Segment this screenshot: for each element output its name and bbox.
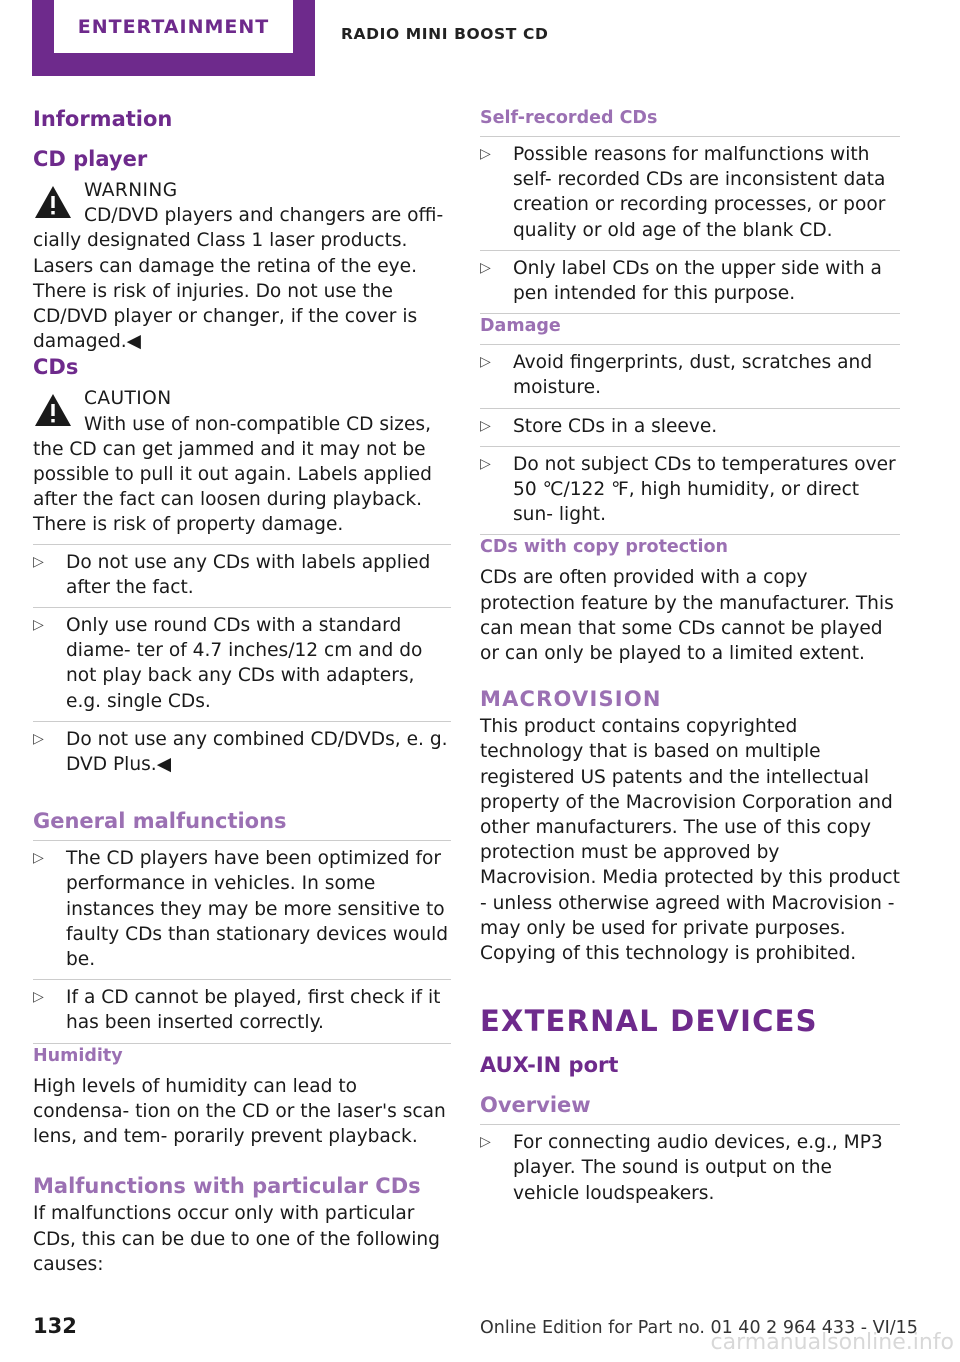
damage-heading: Damage bbox=[480, 316, 561, 337]
list-item bbox=[480, 409, 900, 447]
caution-bullet-list bbox=[33, 544, 451, 785]
list-item-text: Only use round CDs with a standard diame- ter of 4.7 inches/12 cm and do not play back any CDs with adapters, e.g. single CDs. bbox=[66, 615, 423, 712]
list-item bbox=[480, 1125, 900, 1213]
list-item bbox=[33, 980, 451, 1043]
copy-protection-heading: CDs with copy protection bbox=[480, 537, 729, 558]
list-item-text: The CD players have been optimized for performance in vehicles. In some instances they may be more sensitive to faulty CDs than stationary devices would be. bbox=[66, 848, 449, 971]
particular-cds-text: If malfunctions occur only with particular CDs, this can be due to one of the following causes: bbox=[33, 1203, 440, 1275]
list-item-text: Do not subject CDs to temperatures over 50 ℃/122 ℉, high humidity, or direct sun- light. bbox=[513, 453, 896, 526]
particular-cds-heading: Malfunctions with particular CDs bbox=[33, 1174, 421, 1199]
section-label: RADIO MINI BOOST CD bbox=[341, 25, 549, 43]
list-item-text: Possible reasons for malfunctions with self- recorded CDs are inconsistent data creation or recording processes, or poor quality or old age of the blank CD. bbox=[513, 144, 886, 241]
caution-label: CAUTION bbox=[84, 388, 172, 410]
list-item bbox=[480, 251, 900, 314]
list-item-text: Avoid fingerprints, dust, scratches and moisture. bbox=[513, 352, 873, 399]
bullet-triangle-icon: ▷ bbox=[480, 1134, 491, 1151]
general-bullet-list bbox=[33, 840, 451, 1043]
watermark: carmanualsonline.info bbox=[710, 1330, 954, 1355]
list-item bbox=[480, 345, 900, 408]
list-item-text: Do not use any CDs with labels applied after the fact. bbox=[66, 551, 431, 598]
left-column bbox=[33, 106, 451, 1277]
external-devices-heading: EXTERNAL DEVICES bbox=[480, 1004, 818, 1039]
bullet-triangle-icon: ▷ bbox=[33, 730, 44, 747]
list-item bbox=[33, 545, 451, 608]
damage-bullet-list bbox=[480, 344, 900, 535]
tab-entertainment-label: ENTERTAINMENT bbox=[54, 0, 293, 53]
warning-label: WARNING bbox=[84, 180, 178, 201]
list-item bbox=[33, 722, 451, 784]
bullet-triangle-icon: ▷ bbox=[480, 417, 491, 434]
cd-player-heading: CD player bbox=[33, 147, 148, 171]
aux-in-heading: AUX-IN port bbox=[480, 1053, 619, 1078]
right-column bbox=[480, 106, 900, 1213]
macrovision-heading: MACROVISION bbox=[480, 687, 662, 712]
cds-heading: CDs bbox=[33, 355, 79, 380]
list-item-text: Only label CDs on the upper side with a pen intended for this purpose. bbox=[513, 257, 882, 305]
bullet-triangle-icon: ▷ bbox=[33, 850, 44, 867]
bullet-triangle-icon: ▷ bbox=[480, 354, 491, 371]
list-item bbox=[480, 137, 900, 251]
list-item-text: Do not use any combined CD/DVDs, e. g. DVD Plus.◀ bbox=[66, 728, 448, 776]
bullet-triangle-icon: ▷ bbox=[33, 617, 44, 634]
tab-entertainment[interactable] bbox=[32, 0, 315, 76]
bullet-triangle-icon: ▷ bbox=[33, 553, 44, 570]
edition-text: Online Edition for Part no. 01 40 2 964 433 - VI/15 bbox=[480, 1318, 918, 1338]
list-item-text: If a CD cannot be played, first check if it has been inserted correctly. bbox=[66, 987, 441, 1034]
copy-protection-text: CDs are often provided with a copy protection feature by the manufacturer. This can mean that some CDs cannot be played or can only be played to a limited extent. bbox=[480, 567, 894, 665]
list-item-text: For connecting audio devices, e.g., MP3 player. The sound is output on the vehicle loudspeakers. bbox=[513, 1132, 883, 1204]
warning-note bbox=[33, 178, 451, 354]
self-recorded-heading: Self-recorded CDs bbox=[480, 108, 658, 128]
overview-bullet-list bbox=[480, 1124, 900, 1213]
bullet-triangle-icon: ▷ bbox=[33, 989, 44, 1006]
macrovision-text: This product contains copyrighted technology that is based on multiple registered US patents and the intellectual property of the Macrovision Corporation and other manufacturers. The use of this copy protection must be approved by Macrovision. Media protected by this product - unless otherwise agreed with Macrovision - may only be used for private purposes. Copying of this technology is prohibited. bbox=[480, 716, 900, 965]
bullet-triangle-icon: ▷ bbox=[480, 146, 491, 162]
bullet-triangle-icon: ▷ bbox=[480, 455, 491, 472]
warning-text: CD/DVD players and changers are offi- cially designated Class 1 laser products. Lasers can damage the retina of the eye. There is risk of injuries. Do not use the CD/DVD player or changer, if the cover is damaged.◀ bbox=[33, 205, 444, 353]
page-number: 132 bbox=[33, 1314, 77, 1338]
list-item bbox=[33, 608, 451, 722]
bullet-triangle-icon: ▷ bbox=[480, 259, 491, 276]
self-recorded-bullet-list bbox=[480, 136, 900, 314]
overview-heading: Overview bbox=[480, 1093, 591, 1118]
warning-triangle-icon bbox=[33, 184, 73, 220]
list-item bbox=[33, 841, 451, 980]
caution-note bbox=[33, 386, 451, 537]
humidity-text: High levels of humidity can lead to condensa- tion on the CD or the laser's scan lens, and tem- porarily prevent playback. bbox=[33, 1075, 446, 1148]
caution-text: With use of non-compatible CD sizes, the CD can get jammed and it may not be possible to pull it out again. Labels applied after the fact can loosen during playback. There is risk of property damage. bbox=[33, 413, 432, 536]
general-malfunctions-heading: General malfunctions bbox=[33, 809, 287, 834]
list-item-text: Store CDs in a sleeve. bbox=[513, 415, 718, 437]
information-heading: Information bbox=[33, 107, 173, 131]
warning-triangle-icon bbox=[33, 392, 73, 428]
humidity-heading: Humidity bbox=[33, 1045, 123, 1066]
list-item bbox=[480, 447, 900, 536]
